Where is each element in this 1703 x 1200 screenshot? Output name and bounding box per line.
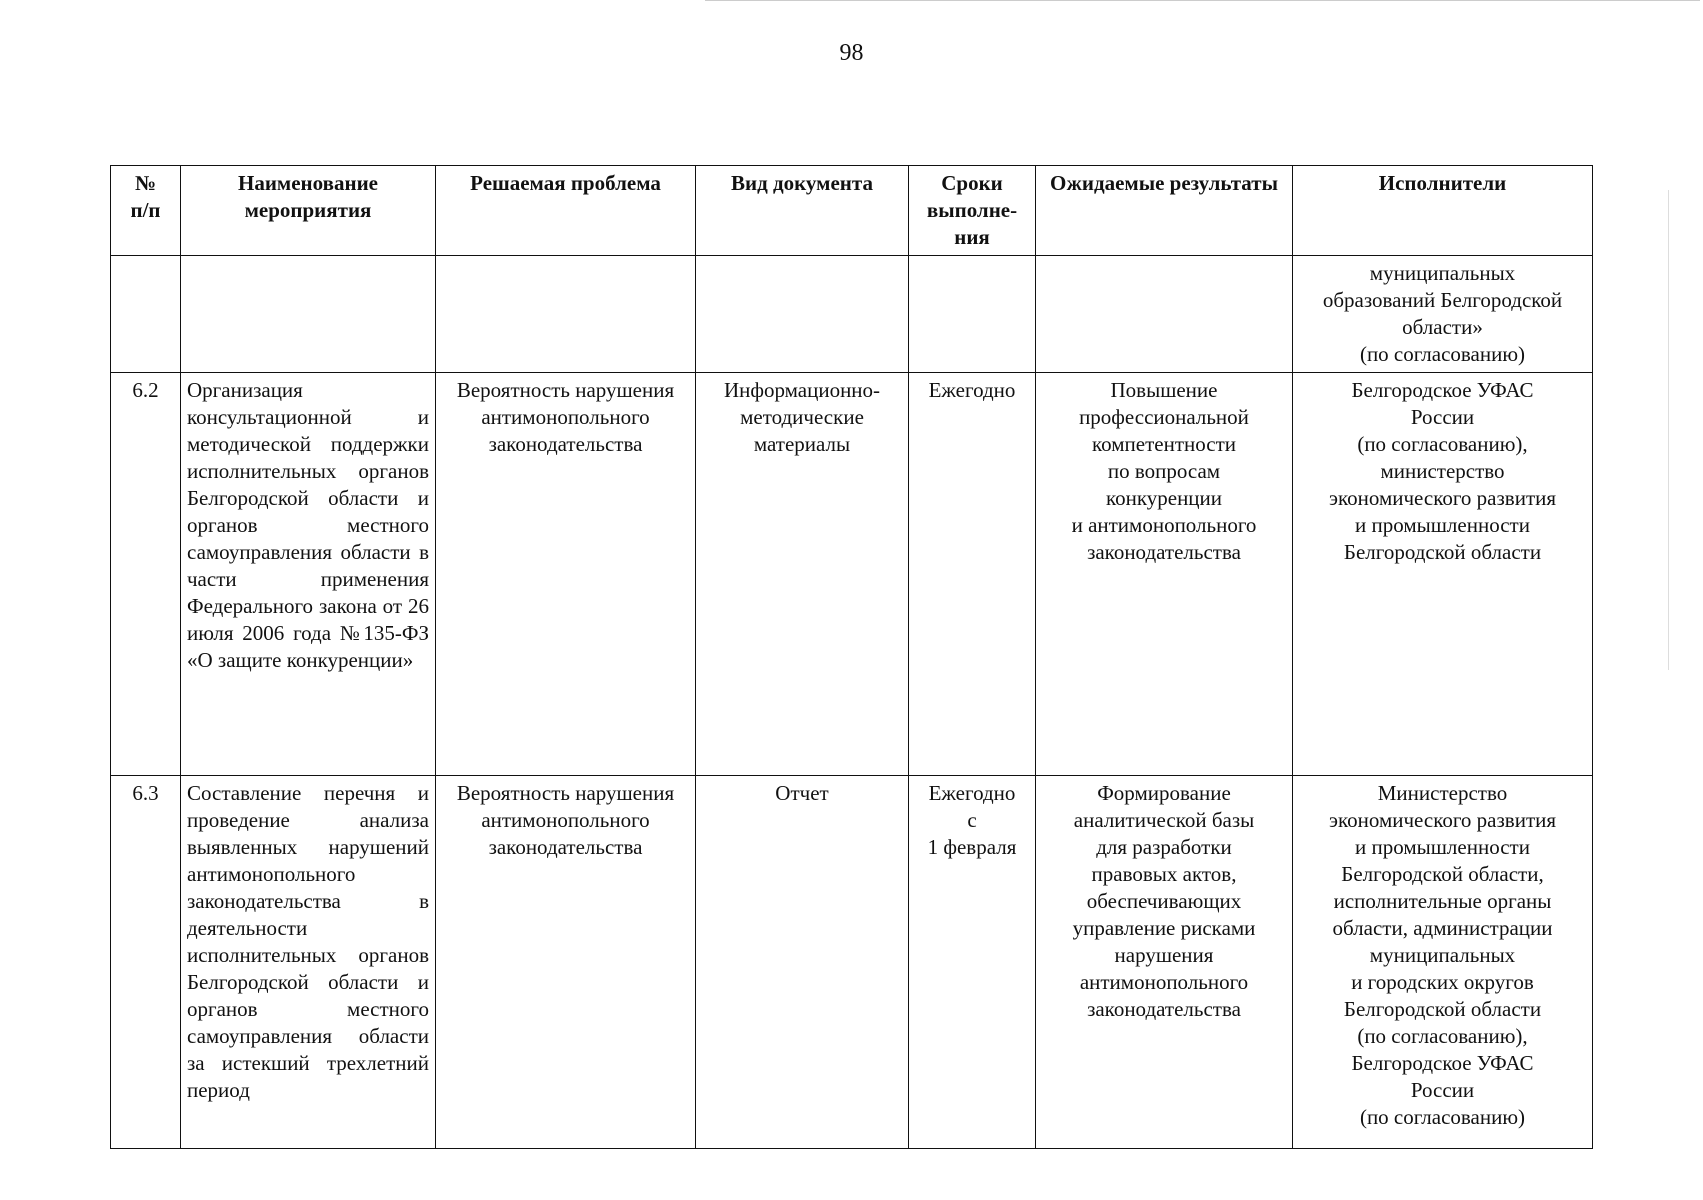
cell-result: Повышение профессиональной компетентности по вопросам конкуренции и антимонопольного законодательства	[1036, 373, 1293, 776]
header-result: Ожидаемые результаты	[1036, 166, 1293, 256]
cell-name: Организация консультационной и методической поддержки исполнительных органов Белгородской области и органов местного самоуправления области в части применения Федерального закона от 26 июля 2006 года №135-ФЗ «О защите конкуренции»	[181, 373, 436, 776]
header-exec: Исполнители	[1293, 166, 1593, 256]
cell-num	[111, 256, 181, 373]
cell-num: 6.3	[111, 776, 181, 1149]
table-row	[111, 256, 1593, 373]
page-number: 98	[839, 40, 864, 66]
table-row	[111, 776, 1593, 1149]
header-num: № п/п	[111, 166, 181, 256]
scan-mark-top	[705, 0, 1700, 1]
cell-doc: Отчет	[696, 776, 909, 1149]
header-doc: Вид документа	[696, 166, 909, 256]
scan-mark-right	[1668, 190, 1669, 670]
cell-problem: Вероятность нарушения антимонопольного законодательства	[436, 373, 696, 776]
cell-problem	[436, 256, 696, 373]
cell-exec: муниципальных образований Белгородской области» (по согласованию)	[1293, 256, 1593, 373]
cell-term	[909, 256, 1036, 373]
cell-doc	[696, 256, 909, 373]
cell-exec: Министерство экономического развития и промышленности Белгородской области, исполнительные органы области, администрации муниципальных и городских округов Белгородской области (по согласованию), Белгородское УФАС России (по согласованию)	[1293, 776, 1593, 1149]
cell-problem: Вероятность нарушения антимонопольного законодательства	[436, 776, 696, 1149]
measures-table	[110, 165, 1593, 1149]
cell-exec: Белгородское УФАС России (по согласованию), министерство экономического развития и промышленности Белгородской области	[1293, 373, 1593, 776]
header-name: Наименование мероприятия	[181, 166, 436, 256]
cell-doc: Информационно- методические материалы	[696, 373, 909, 776]
cell-term: Ежегодно с 1 февраля	[909, 776, 1036, 1149]
header-problem: Решаемая проблема	[436, 166, 696, 256]
table-header-row	[111, 166, 1593, 256]
table-row	[111, 373, 1593, 776]
cell-name: Составление перечня и проведение анализа выявленных нарушений антимонопольного законодательства в деятельности исполнительных органов Белгородской области и органов местного самоуправления области за истекший трехлетний период	[181, 776, 436, 1149]
cell-result	[1036, 256, 1293, 373]
cell-name	[181, 256, 436, 373]
cell-result: Формирование аналитической базы для разработки правовых актов, обеспечивающих управление рисками нарушения антимонопольного законодательства	[1036, 776, 1293, 1149]
header-term: Сроки выполне-ния	[909, 166, 1036, 256]
cell-term: Ежегодно	[909, 373, 1036, 776]
cell-num: 6.2	[111, 373, 181, 776]
